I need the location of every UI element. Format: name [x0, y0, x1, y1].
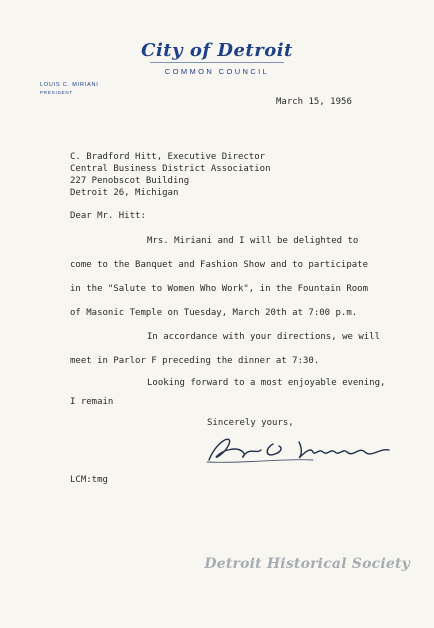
body-line: in the "Salute to Women Who Work", in the Fountain Room [70, 284, 369, 294]
body-line: Mrs. Miriani and I will be delighted to [147, 236, 359, 246]
body-line: In accordance with your directions, we will [147, 332, 380, 342]
body-line: come to the Banquet and Fashion Show and to participate [70, 260, 369, 270]
letterhead-sender-name: LOUIS C. MIRIANI [40, 82, 99, 88]
salutation: Dear Mr. Hitt: [70, 211, 146, 221]
letterhead-title: City of Detroit [141, 40, 293, 61]
letterhead-rule [150, 62, 284, 63]
body-line: I remain [70, 397, 114, 407]
recipient-line-4: Detroit 26, Michigan [70, 188, 179, 198]
recipient-line-2: Central Business District Association [70, 164, 271, 174]
recipient-line-1: C. Bradford Hitt, Executive Director [70, 152, 266, 162]
signature-image [203, 430, 403, 470]
body-line: Looking forward to a most enjoyable evening, [147, 378, 386, 388]
typist-initials: LCM:tmg [70, 475, 108, 485]
watermark: Detroit Historical Society [204, 556, 410, 572]
recipient-line-3: 227 Penobscot Building [70, 176, 190, 186]
closing: Sincerely yours, [207, 418, 294, 428]
letterhead-subtitle: COMMON COUNCIL [164, 67, 270, 76]
letter-date: March 15, 1956 [276, 97, 352, 107]
letterhead-sender-role: PRESIDENT [40, 90, 73, 95]
body-line: of Masonic Temple on Tuesday, March 20th at 7:00 p.m. [70, 308, 358, 318]
body-line: meet in Parlor F preceding the dinner at 7:30. [70, 356, 320, 366]
